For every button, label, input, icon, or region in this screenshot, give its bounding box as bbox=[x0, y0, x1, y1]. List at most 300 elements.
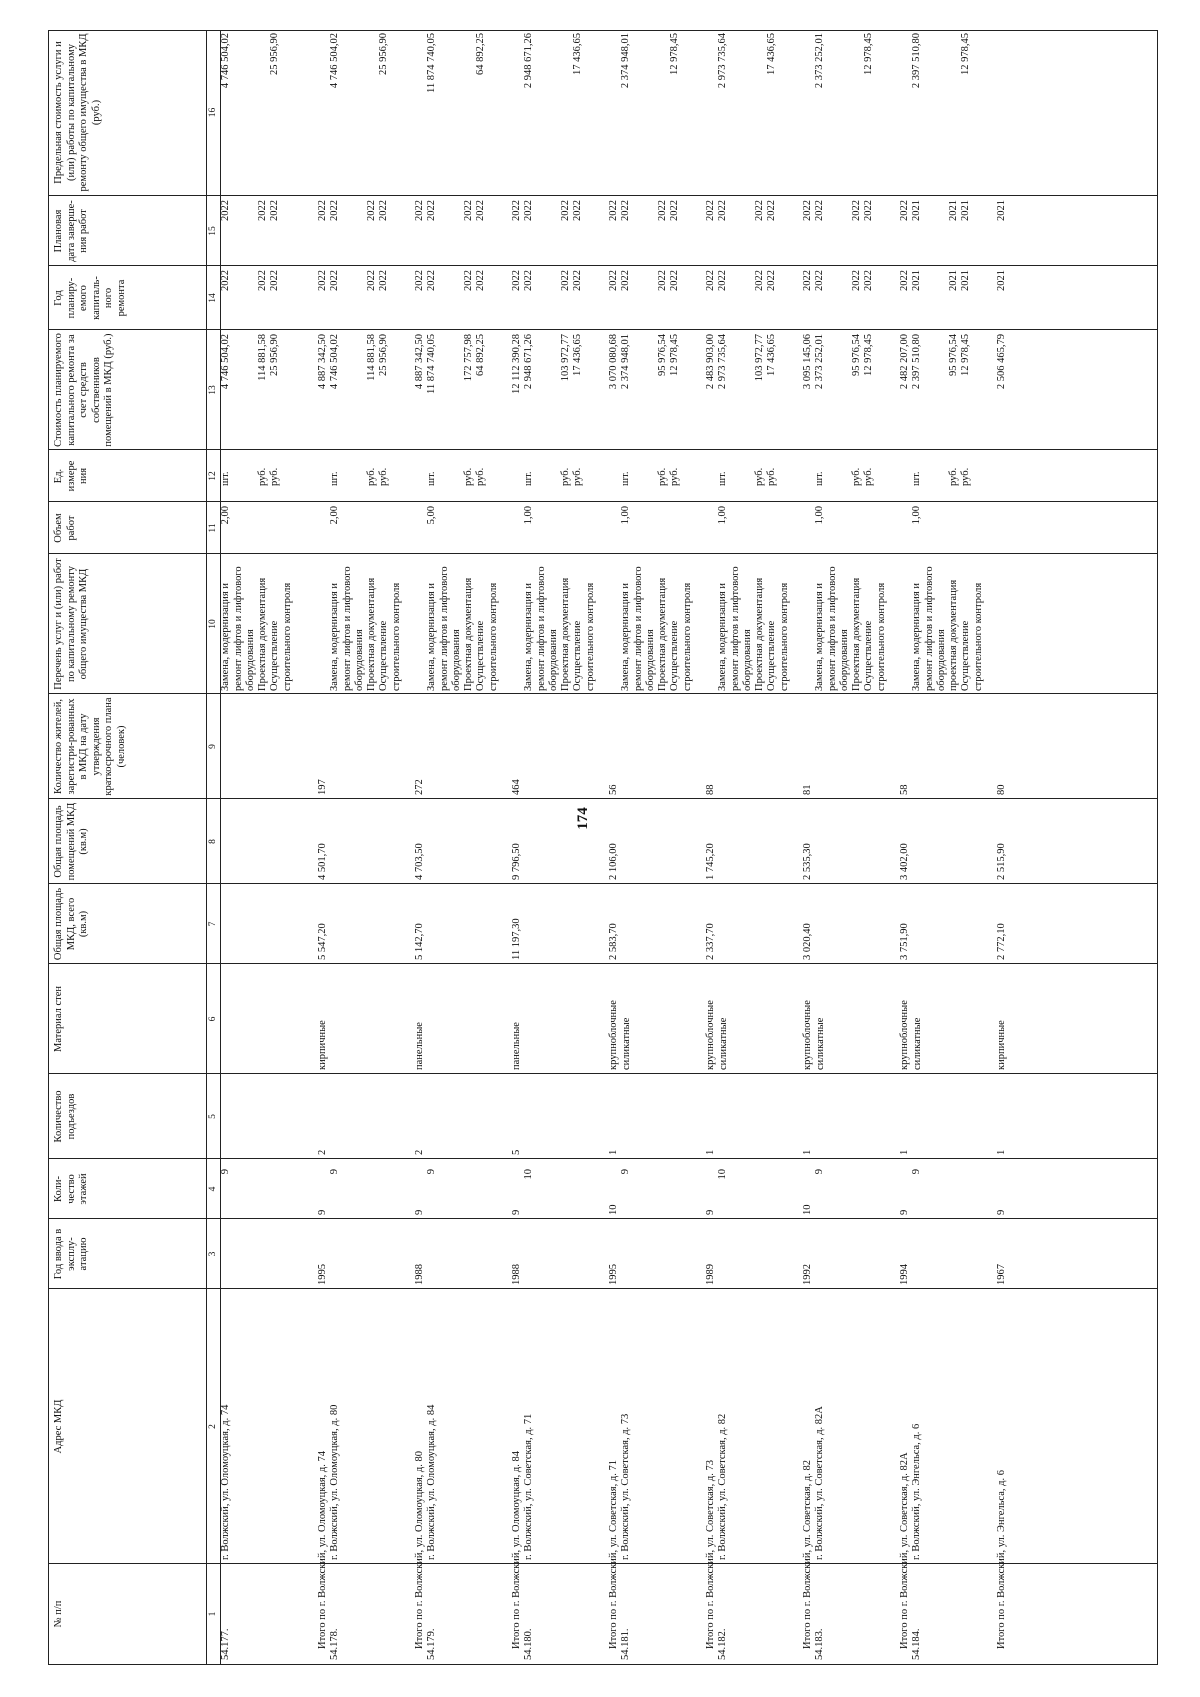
table-row bbox=[511, 31, 608, 1664]
total-area-rooms: 4 501,70 bbox=[317, 843, 328, 880]
year-end: 2022 bbox=[329, 200, 340, 221]
total-entrances: 5 bbox=[511, 1149, 522, 1155]
year-end: 2022 bbox=[851, 200, 862, 221]
year-plan: 2021 bbox=[960, 270, 971, 291]
total-entrances: 1 bbox=[608, 1149, 619, 1155]
column-divider bbox=[49, 883, 1157, 884]
column-divider bbox=[49, 1158, 1157, 1159]
total-label: Итого по г. Волжский, ул. Энгельса, д. 6 bbox=[996, 1470, 1007, 1649]
column-number: 16 bbox=[208, 107, 218, 118]
column-divider bbox=[49, 329, 1157, 330]
total-year-end: 2022 bbox=[802, 200, 813, 221]
limit-cost: 4 746 504,02 bbox=[329, 33, 340, 89]
header-cell: Объем работ bbox=[53, 513, 77, 543]
cost: 64 892,25 bbox=[475, 334, 486, 376]
total-year-end: 2022 bbox=[608, 200, 619, 221]
volume: 1,00 bbox=[814, 506, 825, 525]
total-year: 1988 bbox=[511, 1264, 522, 1285]
work-item: Осуществление строительного контроля bbox=[669, 582, 693, 691]
table-row bbox=[899, 31, 996, 1664]
column-number: 11 bbox=[208, 523, 218, 533]
limit-cost: 4 746 504,02 bbox=[220, 33, 231, 89]
work-item: Осуществление строительного контроля bbox=[269, 582, 293, 691]
total-material: крупноблочные силикатные bbox=[899, 1000, 923, 1070]
total-residents: 56 bbox=[608, 784, 619, 795]
table-row bbox=[608, 31, 705, 1664]
total-material: крупноблочные силикатные bbox=[608, 1000, 632, 1070]
cost: 95 976,54 bbox=[948, 334, 959, 376]
total-floors: 9 bbox=[705, 1209, 716, 1215]
column-divider bbox=[49, 963, 1157, 964]
year-end: 2022 bbox=[754, 200, 765, 221]
column-number: 2 bbox=[208, 1424, 218, 1429]
floors: 9 bbox=[329, 1169, 340, 1175]
work-item: Осуществление строительного контроля bbox=[572, 582, 596, 691]
work-item: Проектная документация bbox=[257, 577, 268, 691]
total-year-plan: 2022 bbox=[608, 270, 619, 291]
limit-cost: 2 973 735,64 bbox=[717, 33, 728, 89]
total-cost: 2 482 207,00 bbox=[899, 334, 910, 390]
unit: руб. bbox=[366, 467, 377, 486]
floors: 9 bbox=[814, 1169, 825, 1175]
address: г. Волжский, ул. Советская, д. 71 bbox=[523, 1413, 534, 1560]
table-row bbox=[220, 31, 317, 1664]
unit: шт. bbox=[426, 471, 437, 486]
year-end: 2022 bbox=[814, 200, 825, 221]
cost: 11 874 740,05 bbox=[426, 334, 437, 394]
limit-cost: 25 956,90 bbox=[269, 33, 280, 75]
total-entrances: 2 bbox=[317, 1149, 328, 1155]
total-residents: 464 bbox=[511, 779, 522, 795]
work-item: Проектная документация bbox=[366, 577, 377, 691]
total-entrances: 2 bbox=[414, 1149, 425, 1155]
column-number: 13 bbox=[208, 385, 218, 395]
year-end: 2022 bbox=[669, 200, 680, 221]
table-row bbox=[414, 31, 511, 1664]
year-plan: 2022 bbox=[378, 270, 389, 291]
total-area-rooms: 4 703,50 bbox=[414, 843, 425, 880]
cost: 2 373 252,01 bbox=[814, 334, 825, 390]
column-divider bbox=[49, 195, 1157, 196]
total-year: 1992 bbox=[802, 1264, 813, 1285]
total-year-plan: 2022 bbox=[705, 270, 716, 291]
column-divider bbox=[49, 1288, 1157, 1289]
unit: руб. bbox=[657, 467, 668, 486]
floors: 9 bbox=[620, 1169, 631, 1175]
limit-cost: 12 978,45 bbox=[669, 33, 680, 75]
column-number: 3 bbox=[208, 1251, 218, 1257]
total-year-end: 2022 bbox=[511, 200, 522, 221]
header-cell: Год ввода в эксплу-атацию bbox=[53, 1228, 89, 1280]
total-year-plan: 2022 bbox=[802, 270, 813, 291]
total-material: кирпичные bbox=[317, 1020, 328, 1070]
total-residents: 58 bbox=[899, 784, 910, 795]
table-row bbox=[802, 31, 899, 1664]
header-cell: Общая площадь МКД, всего (кв.м) bbox=[53, 887, 89, 961]
address: г. Волжский, ул. Оломоуцкая, д. 84 bbox=[426, 1404, 437, 1560]
year-plan: 2022 bbox=[863, 270, 874, 291]
unit: руб. bbox=[948, 467, 959, 486]
column-number: 9 bbox=[208, 744, 218, 749]
unit: шт. bbox=[717, 471, 728, 486]
total-entrances: 1 bbox=[705, 1149, 716, 1155]
year-plan: 2022 bbox=[657, 270, 668, 291]
year-plan: 2022 bbox=[366, 270, 377, 291]
page-number: 174 bbox=[574, 807, 591, 830]
total-area-rooms: 2 106,00 bbox=[608, 843, 619, 880]
floors: 10 bbox=[523, 1169, 534, 1180]
limit-cost: 12 978,45 bbox=[960, 33, 971, 75]
header-cell: Перечень услуг и (или) работ по капитальному ремонту общего имущества МКД bbox=[53, 558, 89, 690]
year-end: 2021 bbox=[911, 200, 922, 221]
header-cell: Год планиру-емого капиталь-ного ремонта bbox=[53, 276, 127, 320]
item-id: 54.183. bbox=[814, 1628, 825, 1660]
final-total-area-total: 2 772,10 bbox=[996, 923, 1007, 960]
total-cost: 3 095 145,06 bbox=[802, 334, 813, 390]
volume: 1,00 bbox=[911, 506, 922, 525]
total-year: 1988 bbox=[414, 1264, 425, 1285]
table-header bbox=[49, 31, 207, 1664]
total-label: Итого по г. Волжский, ул. Советская, д. 73 bbox=[705, 1460, 716, 1649]
unit: руб. bbox=[572, 467, 583, 486]
year-plan: 2022 bbox=[814, 270, 825, 291]
work-item: Замена, модернизация и ремонт лифтов и лифтового оборудования bbox=[814, 566, 850, 691]
unit: шт. bbox=[220, 471, 231, 486]
table-row bbox=[705, 31, 802, 1664]
work-item: Замена, модернизация и ремонт лифтов и лифтового оборудования bbox=[426, 566, 462, 691]
cost: 12 978,45 bbox=[863, 334, 874, 376]
final-total-residents: 80 bbox=[996, 784, 1007, 795]
year-end: 2022 bbox=[572, 200, 583, 221]
header-cell: Коли-чество этажей bbox=[53, 1173, 89, 1205]
cost: 2 973 735,64 bbox=[717, 334, 728, 390]
capital-repair-table bbox=[48, 30, 1158, 1665]
final-total-year-plan: 2021 bbox=[996, 270, 1007, 291]
unit: руб. bbox=[766, 467, 777, 486]
total-area-rooms: 9 796,50 bbox=[511, 843, 522, 880]
cost: 4 746 504,02 bbox=[220, 334, 231, 390]
header-cell: Общая площадь помещений МКД (кв.м) bbox=[53, 802, 89, 881]
year-plan: 2022 bbox=[717, 270, 728, 291]
year-end: 2022 bbox=[766, 200, 777, 221]
work-item: Замена, модернизация и ремонт лифтов и лифтового оборудования bbox=[220, 566, 256, 691]
total-year-plan: 2022 bbox=[511, 270, 522, 291]
year-end: 2022 bbox=[560, 200, 571, 221]
total-floors: 10 bbox=[608, 1204, 619, 1215]
cost: 172 757,98 bbox=[463, 334, 474, 382]
limit-cost: 2 948 671,26 bbox=[523, 33, 534, 89]
total-cost: 12 112 390,28 bbox=[511, 334, 522, 394]
year-end: 2022 bbox=[475, 200, 486, 221]
total-material: крупноблочные силикатные bbox=[802, 1000, 826, 1070]
total-year-end: 2022 bbox=[317, 200, 328, 221]
header-cell: № п/п bbox=[53, 1600, 64, 1628]
total-material: крупноблочные силикатные bbox=[705, 1000, 729, 1070]
total-residents: 197 bbox=[317, 779, 328, 795]
final-total-row bbox=[996, 31, 1036, 1664]
volume: 1,00 bbox=[523, 506, 534, 525]
volume: 1,00 bbox=[717, 506, 728, 525]
total-cost: 4 887 342,50 bbox=[317, 334, 328, 390]
cost: 114 881,58 bbox=[366, 334, 377, 381]
total-material: панельные bbox=[511, 1022, 522, 1070]
total-label: Итого по г. Волжский, ул. Советская, д. 71 bbox=[608, 1460, 619, 1649]
total-year-plan: 2022 bbox=[414, 270, 425, 291]
item-id: 54.180. bbox=[523, 1628, 534, 1660]
address: г. Волжский, ул. Оломоуцкая, д. 74 bbox=[220, 1404, 231, 1560]
column-number: 1 bbox=[208, 1611, 218, 1617]
total-area-rooms: 3 402,00 bbox=[899, 843, 910, 880]
total-year-end: 2022 bbox=[899, 200, 910, 221]
unit: руб. bbox=[669, 467, 680, 486]
year-end: 2022 bbox=[863, 200, 874, 221]
work-item: Замена, модернизация и ремонт лифтов и лифтового оборудования bbox=[717, 566, 753, 691]
cost: 103 972,77 bbox=[754, 334, 765, 382]
total-residents: 88 bbox=[705, 784, 716, 795]
year-plan: 2022 bbox=[257, 270, 268, 291]
unit: руб. bbox=[463, 467, 474, 486]
year-plan: 2022 bbox=[572, 270, 583, 291]
unit: руб. bbox=[378, 467, 389, 486]
year-plan: 2022 bbox=[329, 270, 340, 291]
limit-cost: 2 374 948,01 bbox=[620, 33, 631, 89]
year-plan: 2022 bbox=[269, 270, 280, 291]
year-plan: 2022 bbox=[766, 270, 777, 291]
column-divider bbox=[49, 1218, 1157, 1219]
year-end: 2022 bbox=[220, 200, 231, 221]
year-plan: 2022 bbox=[426, 270, 437, 291]
unit: шт. bbox=[814, 471, 825, 486]
volume: 2,00 bbox=[220, 506, 231, 525]
limit-cost: 17 436,65 bbox=[766, 33, 777, 75]
floors: 10 bbox=[717, 1169, 728, 1180]
work-item: Осуществление строительного контроля bbox=[863, 582, 887, 691]
total-area: 11 197,30 bbox=[511, 918, 522, 960]
final-total-year-end: 2021 bbox=[996, 200, 1007, 221]
year-plan: 2022 bbox=[851, 270, 862, 291]
work-item: Проектная документация bbox=[754, 577, 765, 691]
header-cell: Количество подъездов bbox=[53, 1090, 77, 1143]
limit-cost: 2 397 510,80 bbox=[911, 33, 922, 89]
cost: 2 948 671,26 bbox=[523, 334, 534, 390]
year-plan: 2022 bbox=[220, 270, 231, 291]
header-cell: Адрес МКД bbox=[53, 1399, 64, 1454]
final-total-entrances: 1 bbox=[996, 1149, 1007, 1155]
year-plan: 2022 bbox=[620, 270, 631, 291]
total-area: 3 020,40 bbox=[802, 923, 813, 960]
total-area-rooms: 1 745,20 bbox=[705, 843, 716, 880]
total-year-end: 2022 bbox=[705, 200, 716, 221]
column-number: 7 bbox=[208, 921, 218, 927]
total-label: Итого по г. Волжский, ул. Оломоуцкая, д. 74 bbox=[317, 1450, 328, 1649]
limit-cost: 11 874 740,05 bbox=[426, 33, 437, 93]
work-item: Замена, модернизация и ремонт лифтов и лифтового оборудования bbox=[620, 566, 656, 691]
total-label: Итого по г. Волжский, ул. Советская, д. 82 bbox=[802, 1460, 813, 1649]
unit: руб. bbox=[257, 467, 268, 486]
year-end: 2022 bbox=[717, 200, 728, 221]
column-number: 12 bbox=[208, 471, 218, 481]
work-item: Замена, модернизация и ремонт лифтов и лифтового оборудования bbox=[329, 566, 365, 691]
cost: 4 746 504,02 bbox=[329, 334, 340, 390]
cost: 95 976,54 bbox=[851, 334, 862, 376]
column-divider bbox=[49, 798, 1157, 799]
unit: руб. bbox=[475, 467, 486, 486]
work-item: Проектная документация bbox=[560, 577, 571, 691]
total-floors: 9 bbox=[511, 1209, 522, 1215]
unit: руб. bbox=[851, 467, 862, 486]
year-plan: 2021 bbox=[911, 270, 922, 291]
total-area: 2 337,70 bbox=[705, 923, 716, 960]
limit-cost: 17 436,65 bbox=[572, 33, 583, 75]
year-end: 2022 bbox=[257, 200, 268, 221]
work-item: Осуществление строительного контроля bbox=[960, 582, 984, 691]
volume: 2,00 bbox=[329, 506, 340, 525]
final-total-material: кирпичные bbox=[996, 1020, 1007, 1070]
total-floors: 9 bbox=[317, 1209, 328, 1215]
cost: 25 956,90 bbox=[269, 334, 280, 376]
year-end: 2022 bbox=[523, 200, 534, 221]
column-divider bbox=[49, 693, 1157, 694]
address: г. Волжский, ул. Советская, д. 82 bbox=[717, 1413, 728, 1560]
cost: 12 978,45 bbox=[669, 334, 680, 376]
work-item: Осуществление строительного контроля bbox=[475, 582, 499, 691]
unit: шт. bbox=[620, 471, 631, 486]
year-end: 2022 bbox=[378, 200, 389, 221]
column-divider bbox=[49, 265, 1157, 266]
final-total-cost: 2 506 465,79 bbox=[996, 334, 1007, 390]
total-year-plan: 2022 bbox=[317, 270, 328, 291]
work-item: проектная документация bbox=[948, 579, 959, 691]
unit: руб. bbox=[960, 467, 971, 486]
work-item: Проектная документация bbox=[851, 577, 862, 691]
unit: руб. bbox=[754, 467, 765, 486]
total-year: 1994 bbox=[899, 1264, 910, 1285]
total-year: 1995 bbox=[608, 1264, 619, 1285]
year-end: 2021 bbox=[960, 200, 971, 221]
column-divider bbox=[49, 553, 1157, 554]
year-plan: 2022 bbox=[754, 270, 765, 291]
column-divider bbox=[49, 1073, 1157, 1074]
total-cost: 3 070 080,68 bbox=[608, 334, 619, 390]
cost: 17 436,65 bbox=[766, 334, 777, 376]
total-cost: 2 483 903,00 bbox=[705, 334, 716, 390]
final-total-floors: 9 bbox=[996, 1209, 1007, 1215]
work-item: Осуществление строительного контроля bbox=[378, 582, 402, 691]
total-year: 1989 bbox=[705, 1264, 716, 1285]
total-year-end: 2022 bbox=[414, 200, 425, 221]
volume: 1,00 bbox=[620, 506, 631, 525]
total-label: Итого по г. Волжский, ул. Оломоуцкая, д. 84 bbox=[511, 1450, 522, 1649]
item-id: 54.181. bbox=[620, 1628, 631, 1660]
column-number: 14 bbox=[208, 293, 218, 303]
total-entrances: 1 bbox=[802, 1149, 813, 1155]
year-end: 2022 bbox=[426, 200, 437, 221]
header-cell: Плановая дата заверше-ния работ bbox=[53, 200, 89, 262]
total-year: 1995 bbox=[317, 1264, 328, 1285]
year-plan: 2021 bbox=[948, 270, 959, 291]
item-id: 54.177. bbox=[220, 1628, 231, 1660]
work-item: Замена, модернизация и ремонт лифтов и лифтового оборудования bbox=[523, 566, 559, 691]
cost: 17 436,65 bbox=[572, 334, 583, 376]
column-number: 8 bbox=[208, 839, 218, 844]
unit: шт. bbox=[329, 471, 340, 486]
column-number: 6 bbox=[208, 1016, 218, 1022]
total-floors: 9 bbox=[414, 1209, 425, 1215]
column-divider bbox=[49, 449, 1157, 450]
cost: 12 978,45 bbox=[960, 334, 971, 376]
column-divider bbox=[49, 1563, 1157, 1564]
item-id: 54.178. bbox=[329, 1628, 340, 1660]
year-end: 2021 bbox=[948, 200, 959, 221]
limit-cost: 2 373 252,01 bbox=[814, 33, 825, 89]
total-label: Итого по г. Волжский, ул. Советская, д. 82А bbox=[899, 1452, 910, 1649]
final-total-year: 1967 bbox=[996, 1264, 1007, 1285]
unit: руб. bbox=[863, 467, 874, 486]
year-plan: 2022 bbox=[523, 270, 534, 291]
total-area: 5 142,70 bbox=[414, 923, 425, 960]
total-material: панельные bbox=[414, 1022, 425, 1070]
cost: 25 956,90 bbox=[378, 334, 389, 376]
item-id: 54.184. bbox=[911, 1628, 922, 1660]
address: г. Волжский, ул. Советская, д. 82А bbox=[814, 1406, 825, 1560]
total-area: 2 583,70 bbox=[608, 923, 619, 960]
year-end: 2022 bbox=[269, 200, 280, 221]
column-number: 5 bbox=[208, 1114, 218, 1119]
work-item: Проектная документация bbox=[657, 577, 668, 691]
work-item: Замена, модернизация и ремонт лифтов и лифтового оборудования bbox=[911, 566, 947, 691]
cost: 95 976,54 bbox=[657, 334, 668, 376]
table-row bbox=[317, 31, 414, 1664]
limit-cost: 25 956,90 bbox=[378, 33, 389, 75]
floors: 9 bbox=[220, 1169, 231, 1175]
year-plan: 2022 bbox=[560, 270, 571, 291]
header-cell: Предельная стоимость услуги и (или) работы по капитальному ремонту общего имущества в МКД (руб.) bbox=[53, 33, 102, 192]
item-id: 54.182. bbox=[717, 1628, 728, 1660]
total-residents: 272 bbox=[414, 779, 425, 795]
final-total-area-rooms: 2 515,90 bbox=[996, 843, 1007, 880]
year-plan: 2022 bbox=[463, 270, 474, 291]
total-area-rooms: 2 535,30 bbox=[802, 843, 813, 880]
floors: 9 bbox=[426, 1169, 437, 1175]
total-cost: 4 887 342,50 bbox=[414, 334, 425, 390]
cost: 2 374 948,01 bbox=[620, 334, 631, 390]
column-number: 10 bbox=[208, 619, 218, 629]
work-item: Осуществление строительного контроля bbox=[766, 582, 790, 691]
item-id: 54.179. bbox=[426, 1628, 437, 1660]
year-plan: 2022 bbox=[669, 270, 680, 291]
total-entrances: 1 bbox=[899, 1149, 910, 1155]
column-number: 4 bbox=[208, 1186, 218, 1192]
header-cell: Ед. измере ния bbox=[53, 460, 89, 492]
address: г. Волжский, ул. Оломоуцкая, д. 80 bbox=[329, 1404, 340, 1560]
year-end: 2022 bbox=[366, 200, 377, 221]
total-area: 3 751,90 bbox=[899, 923, 910, 960]
total-label: Итого по г. Волжский, ул. Оломоуцкая, д. 80 bbox=[414, 1450, 425, 1649]
table-body bbox=[220, 31, 1157, 1664]
unit: руб. bbox=[269, 467, 280, 486]
cost: 2 397 510,80 bbox=[911, 334, 922, 390]
total-area: 5 547,20 bbox=[317, 923, 328, 960]
year-end: 2022 bbox=[657, 200, 668, 221]
address: г. Волжский, ул. Советская, д. 73 bbox=[620, 1413, 631, 1560]
column-numbers-row bbox=[206, 31, 221, 1664]
column-divider bbox=[49, 501, 1157, 502]
volume: 5,00 bbox=[426, 506, 437, 525]
year-end: 2022 bbox=[620, 200, 631, 221]
cost: 103 972,77 bbox=[560, 334, 571, 382]
header-cell: Материал стен bbox=[53, 986, 64, 1052]
work-item: Проектная документация bbox=[463, 577, 474, 691]
